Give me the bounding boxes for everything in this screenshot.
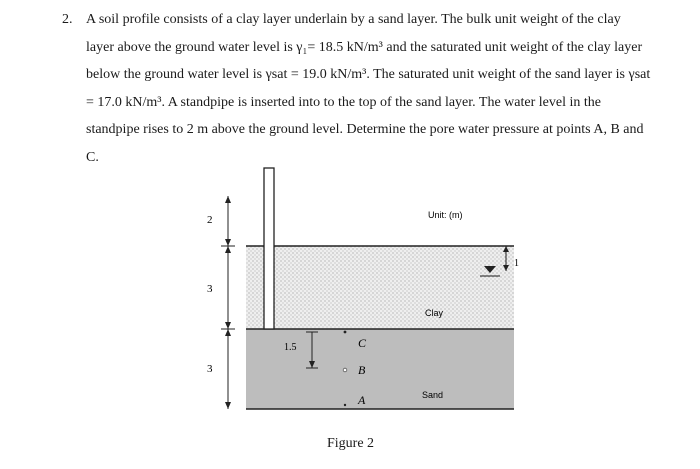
- point-c-marker: [344, 331, 347, 334]
- problem-line-3: below the ground water level is γsat = 19.0 kN/m³. The saturated unit weight of the sand layer is γsat: [86, 67, 651, 82]
- clay-label: Clay: [425, 308, 444, 318]
- problem-number: 2.: [62, 12, 73, 27]
- problem-line-4: = 17.0 kN/m³. A standpipe is inserted into to the top of the sand layer. The water level in the: [86, 94, 601, 110]
- sand-label: Sand: [422, 390, 444, 400]
- dim-clay-label: 3: [207, 283, 213, 295]
- clay-layer: [246, 246, 514, 329]
- problem-line-1: A soil profile consists of a clay layer underlain by a sand layer. The bulk unit weight of the clay: [86, 12, 621, 27]
- dim-sand-label: 3: [207, 363, 213, 375]
- standpipe: [264, 168, 274, 329]
- point-b-label: B: [358, 363, 366, 377]
- point-b-marker: [343, 368, 347, 372]
- problem-line-5: standpipe rises to 2 m above the ground level. Determine the pore water pressure at points A, B and: [86, 122, 644, 137]
- point-a-marker: [344, 404, 346, 406]
- dim-standpipe-label: 1.5: [284, 342, 297, 353]
- figure-caption: Figure 2: [327, 436, 375, 451]
- point-c-label: C: [358, 336, 367, 350]
- water-table-dim-label: 1: [514, 258, 519, 269]
- problem-line-2: layer above the ground water level is γ₁= 18.5 kN/m³ and the saturated unit weight of the clay layer: [86, 39, 643, 55]
- point-a-label: A: [358, 393, 366, 407]
- dim-top-label: 2: [207, 214, 213, 226]
- unit-label: Unit: (m): [428, 210, 463, 220]
- sand-layer: [246, 329, 514, 409]
- problem-line-6: C.: [86, 149, 99, 165]
